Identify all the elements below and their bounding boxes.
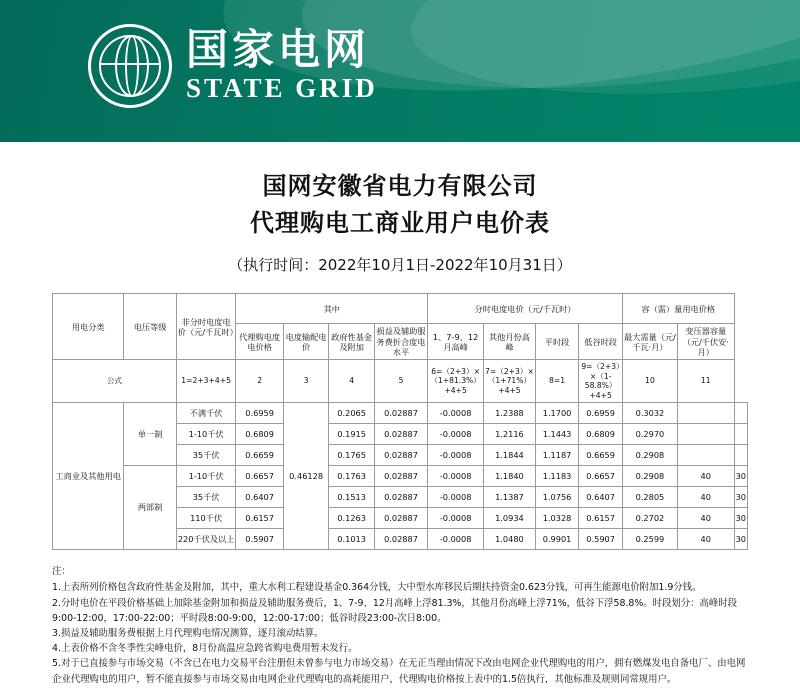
cell-transmission: 0.1763 [329,466,374,487]
cell-peak-a: 1.0480 [484,529,536,550]
cell-gov-fund: 0.02887 [374,424,427,445]
formula-valley: 9=（2+3）×（1-58.8%）+4+5 [579,360,623,403]
cell-peak-b: 0.9901 [535,529,579,550]
th-voltage: 电压等级 [124,294,176,360]
cell-valley: 0.3032 [622,403,677,424]
formula-agent-price: 2 [236,360,283,403]
cell-loss-aux: -0.0008 [428,487,484,508]
cell-transformer: 30 [734,508,747,529]
title-block [0,142,800,275]
cell-voltage: 110千伏 [176,508,236,529]
th-gov-fund: 政府性基金及附加 [329,324,374,360]
cell-max-demand [677,424,734,445]
th-non-tou: 非分时电度电价（元/千瓦时） [176,294,236,360]
th-other-peak: 其他月份高峰 [484,324,536,360]
table-head [53,294,748,360]
cell-non-tou: 0.6659 [236,445,283,466]
th-valley: 低谷时段 [579,324,623,360]
cell-valley: 0.2805 [622,487,677,508]
cell-non-tou: 0.6157 [236,508,283,529]
cell-transformer [734,403,747,424]
cell-flat: 0.5907 [579,529,623,550]
table-body [53,360,748,550]
cell-peak-a: 1.2116 [484,424,536,445]
header-banner [0,0,800,142]
cell-valley: 0.2702 [622,508,677,529]
formula-max-demand: 10 [622,360,677,403]
page-title-line1: 国网安徽省电力有限公司 [262,172,538,200]
cell-max-demand: 40 [677,466,734,487]
th-capacity-demand: 容（需）量用电价格 [622,294,734,324]
cell-category: 工商业及其他用电 [53,403,124,550]
cell-peak-b: 1.1187 [535,445,579,466]
formula-non-tou: 1=2+3+4+5 [176,360,236,403]
note-item-2: 2.分时电价在平段价格基础上加除基金附加和损益及辅助服务费后，1、7-9、12月高峰上浮81.3%，其他月份高峰上浮71%，低谷下浮58.8%。时段划分：高峰时段9:00-12:00，17:00-22:00；平时段8:00-9:00，12:00-17:00；低谷时段23:00-次日8:00。 [52,597,738,624]
cell-valley: 0.2908 [622,445,677,466]
cell-non-tou: 0.6407 [236,487,283,508]
cell-voltage: 不满千伏 [176,403,236,424]
formula-gov-fund: 4 [329,360,374,403]
notes-section [0,550,800,687]
th-category: 用电分类 [53,294,124,360]
cell-gov-fund: 0.02887 [374,529,427,550]
logo-text-en: STATE GRID [186,73,378,104]
cell-loss-aux: -0.0008 [428,445,484,466]
th-among-which: 其中 [236,294,428,324]
cell-voltage: 220千伏及以上 [176,529,236,550]
cell-peak-b: 1.1700 [535,403,579,424]
cell-max-demand: 40 [677,487,734,508]
effective-period: （执行时间：2022年10月1日-2022年10月31日） [228,256,572,275]
header-row-1 [53,294,748,324]
cell-peak-b: 1.0756 [535,487,579,508]
note-item-4: 4.上表价格不含冬季性尖峰电价，8月份高温应急跨省购电费用暂未发行。 [52,643,358,655]
cell-valley: 0.2970 [622,424,677,445]
cell-loss-aux: -0.0008 [428,466,484,487]
cell-transformer [734,445,747,466]
cell-peak-b: 1.1443 [535,424,579,445]
cell-voltage: 35千伏 [176,445,236,466]
cell-loss-aux: -0.0008 [428,529,484,550]
cell-group-single: 单一制 [124,403,176,466]
cell-flat: 0.6157 [579,508,623,529]
cell-flat: 0.6657 [579,466,623,487]
cell-voltage: 35千伏 [176,487,236,508]
cell-loss-aux: -0.0008 [428,403,484,424]
cell-transformer [734,424,747,445]
globe-logo-icon [88,24,172,108]
cell-transformer: 30 [734,466,747,487]
cell-group-two-part: 两部制 [124,466,176,550]
cell-agent-price: 0.46128 [283,403,329,550]
page-title-line2: 代理购电工商业用户电价表 [250,209,550,238]
cell-peak-a: 1.0934 [484,508,536,529]
cell-transmission: 0.1765 [329,445,374,466]
formula-transformer: 11 [677,360,734,403]
formula-loss-aux: 5 [374,360,427,403]
cell-non-tou: 0.6657 [236,466,283,487]
cell-flat: 0.6959 [579,403,623,424]
formula-row [53,360,748,403]
cell-transformer: 30 [734,487,747,508]
cell-transmission: 0.1513 [329,487,374,508]
cell-peak-a: 1.2388 [484,403,536,424]
note-item-5: 5.对于已直接参与市场交易（不含已在电力交易平台注册但未曾参与电力市场交易）在无正当理由情况下改由电网企业代理购电的用户，拥有燃煤发电自备电厂、由电网企业代理购电的用户，暂不能直接参与市场交易由电网企业代理购电的高耗能用户，代理购电价格按上表中的1.5倍执行，其他标准及规则同常规用户。 [52,658,746,685]
cell-peak-a: 1.1840 [484,466,536,487]
cell-max-demand: 40 [677,508,734,529]
note-item-1: 1.上表所列价格包含政府性基金及附加，其中，重大水利工程建设基金0.364分钱，大中型水库移民后期扶持资金0.623分钱，可再生能源电价附加1.9分钱。 [52,582,702,594]
cell-voltage: 1-10千伏 [176,466,236,487]
logo-text-cn: 国家电网 [186,25,371,75]
th-tou: 分时电度电价（元/千瓦时） [428,294,623,324]
table-row [53,466,748,487]
formula-flat: 8=1 [535,360,579,403]
cell-non-tou: 0.6809 [236,424,283,445]
cell-flat: 0.6659 [579,445,623,466]
price-table-wrapper [0,275,800,550]
cell-transmission: 0.2065 [329,403,374,424]
cell-gov-fund: 0.02887 [374,487,427,508]
cell-valley: 0.2599 [622,529,677,550]
cell-max-demand [677,403,734,424]
th-transformer-capacity: 变压器容量（元/千伏安·月） [677,324,734,360]
th-loss-aux: 损益及辅助服务费折合度电水平 [374,324,427,360]
cell-max-demand: 40 [677,529,734,550]
state-grid-logo [88,24,378,108]
formula-label: 公式 [53,360,177,403]
cell-gov-fund: 0.02887 [374,445,427,466]
th-flat: 平时段 [535,324,579,360]
cell-voltage: 1-10千伏 [176,424,236,445]
table-row [53,403,748,424]
cell-transmission: 0.1013 [329,529,374,550]
cell-non-tou: 0.6959 [236,403,283,424]
cell-loss-aux: -0.0008 [428,424,484,445]
cell-max-demand [677,445,734,466]
cell-flat: 0.6407 [579,487,623,508]
th-max-demand: 最大需量（元/千瓦·月） [622,324,677,360]
electricity-price-table [52,293,748,550]
cell-transformer: 30 [734,529,747,550]
cell-gov-fund: 0.02887 [374,403,427,424]
cell-peak-b: 1.0328 [535,508,579,529]
th-peak-179-12: 1、7-9、12月高峰 [428,324,484,360]
cell-transmission: 0.1915 [329,424,374,445]
notes-title: 注： [52,566,71,578]
th-agent-price: 代理购电度电价格 [236,324,283,360]
cell-loss-aux: -0.0008 [428,508,484,529]
th-transmission: 电度输配电价 [283,324,329,360]
formula-peak-a: 6=（2+3）×（1+81.3%）+4+5 [428,360,484,403]
cell-transmission: 0.1263 [329,508,374,529]
cell-flat: 0.6809 [579,424,623,445]
note-item-3: 3.损益及辅助服务费根据上月代理购电情况测算，逐月滚动结算。 [52,628,324,639]
cell-non-tou: 0.5907 [236,529,283,550]
cell-gov-fund: 0.02887 [374,508,427,529]
formula-peak-b: 7=（2+3）×（1+71%）+4+5 [484,360,536,403]
banner-swoosh-3 [404,0,800,117]
cell-valley: 0.2908 [622,466,677,487]
cell-peak-a: 1.1387 [484,487,536,508]
cell-gov-fund: 0.02887 [374,466,427,487]
cell-peak-b: 1.1183 [535,466,579,487]
formula-transmission: 3 [283,360,329,403]
cell-peak-a: 1.1844 [484,445,536,466]
